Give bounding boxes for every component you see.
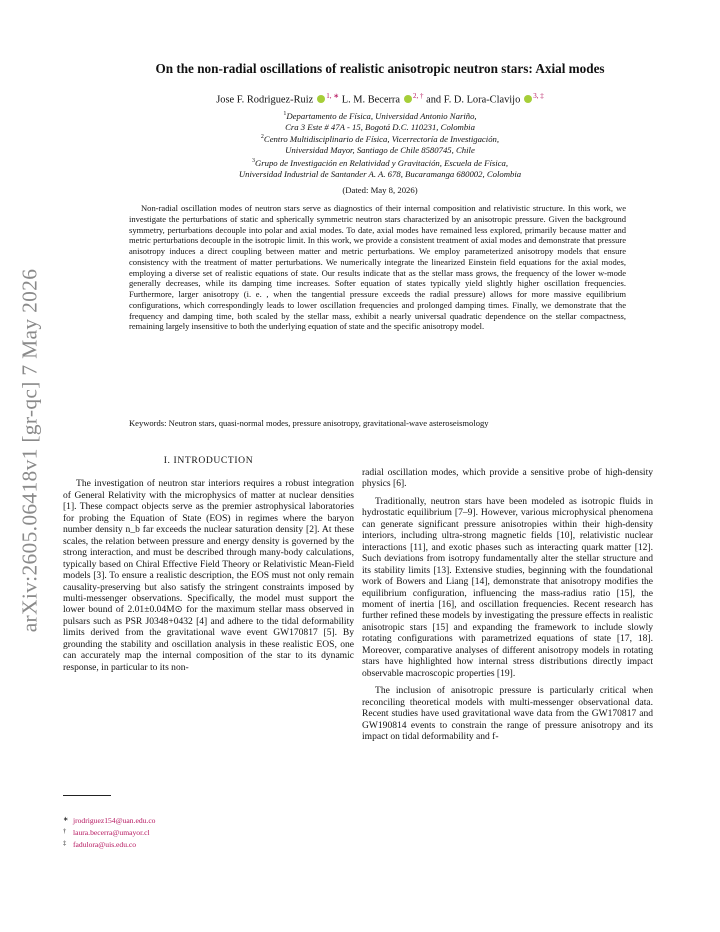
arxiv-side-stamp — [10, 230, 50, 670]
section-heading: I. INTRODUCTION — [163, 455, 254, 466]
left-column — [63, 455, 354, 673]
footnote-divider — [63, 795, 111, 796]
author-conjunction: and — [426, 94, 442, 106]
author-1[interactable]: Jose F. Rodriguez-Ruiz — [216, 94, 314, 106]
author-2[interactable]: L. M. Becerra — [341, 94, 401, 106]
abstract: Non-radial oscillation modes of neutron stars serve as diagnostics of their internal composition and relativistic structure. In this work, we investigate the perturbations of static and spherically symmetric neutron stars characterized by an anisotropic pressure. Given the background symmetry, perturbations decouple into polar and axial modes. To date, axial modes have remained less explored, primarily because matter and metric perturbations decouple in the isotropic limit. In this work, we provide a consistent treatment of axial modes and demonstrate that pressure anisotropy induces a direct coupling between matter and metric perturbations. We employ parameterized anisotropy models that ensure consistency with the treatment of matter perturbations. We numerically integrate the linearized Einstein field equations for the axial modes, employing a diverse set of realistic equations of state. Our results indicate that as the stellar mass grows, the frequency of the lower w-mode generally decreases, while its damping time increases. Softer equation of states typically yield slightly higher oscillation frequencies. Furthermore, larger anisotropy (i. e. , when the tangential pressure exceeds the radial pressure) allows for more massive equilibrium configurations, which correspondingly leads to lower oscillation frequencies and prolonged damping times. Finally, we demonstrate that the frequency and damping time, both scaled by the stellar mass, exhibit a nearly universal quadratic dependence on the stellar compactness, remaining largely insensitive to both the underlying equation of state and the specific anisotropy model. — [129, 203, 626, 332]
email-link[interactable]: fadulora@uis.edu.co — [73, 839, 137, 849]
author-1-affil[interactable]: 1, ∗ — [326, 92, 340, 100]
author-list — [60, 92, 700, 105]
footnotes — [63, 815, 155, 850]
footnote-2: † laura.becerra@umayor.cl — [63, 827, 150, 837]
author-3-affil[interactable]: 3, ‡ — [533, 92, 544, 100]
intro-paragraph-1: The investigation of neutron star interiors requires a robust integration of General Relativity with the microphysics of matter at nuclear densities [1]. These compact objects serve as the premier astrophysical laboratories for probing the Equation of State (EOS) in regimes where the baryon number density n_b far exceeds the nuclear saturation density [2]. At these scales, the relation between pressure and energy density is governed by the strong interaction, and must be described through many-body calculations, typically based on Chiral Effective Field Theory or Relativistic Mean-Field models [3]. To ensure a realistic description, the EOS must not only remain causality-preserving but also satisfy the stringent constraints imposed by multi-messenger observations. Specifically, the model must support the lower bound of 2.01±0.04M⊙ for the maximum stellar mass observed in pulsars such as PSR J0348+0432 [4] and adhere to the tidal deformability limits derived from the gravitational wave event GW170817 [5]. By grounding the stability and oscillation analysis in these realistic EOS, one can accurately map the internal composition of the star to its dynamic response, in particular to its non- — [63, 478, 354, 673]
intro-paragraph-2: Traditionally, neutron stars have been modeled as isotropic fluids in hydrostatic equilibrium [7–9]. However, various microphysical phenomena can generate significant pressure anisotropies within their high-density interiors, including ultra-strong magnetic fields [10], relativistic nuclear interactions [11], and exotic phases such as interacting quark matter [12]. Such deviations from isotropy fundamentally alter the stellar structure and its stability limits [13]. Extensive studies, beginning with the foundational work of Bowers and Liang [14], demonstrate that anisotropy modifies the equilibrium configuration, influencing the mass-radius ratio [15], the moment of inertia [16], and oscillation frequencies. Recent research has further refined these models by investigating the pressure effects in realistic anisotropic stars [15] and expanding the framework to include slowly rotating configurations with parametrized equations of state [17, 18]. Moreover, comparative analyses of different anisotropy models in rotating stars have highlighted how internal stress distributions directly impact observable macroscopic properties [19]. — [362, 495, 653, 679]
affiliation-1-address: Cra 3 Este # 47A - 15, Bogotá D.C. 110231, Colombia — [285, 121, 475, 132]
affiliation-2-address: Universidad Mayor, Santiago de Chile 8580745, Chile — [285, 145, 475, 156]
author-2-affil[interactable]: 2, † — [413, 92, 424, 100]
affiliation-1: $^1$Departamento de Física, Universidad Antonio Nariño, — [283, 110, 477, 121]
footnote-3: ‡ fadulora@uis.edu.co — [63, 839, 137, 849]
affiliation-3-address: Universidad Industrial de Santander A. A. 678, Bucaramanga 680002, Colombia — [238, 168, 522, 179]
date-line: (Dated: May 8, 2026) — [342, 185, 418, 195]
right-column — [362, 467, 653, 742]
affiliations — [60, 109, 700, 179]
arxiv-identifier: arXiv:2605.06418v1 [gr-qc] 7 May 2026 — [17, 268, 42, 632]
author-3[interactable]: F. D. Lora-Clavijo — [443, 94, 521, 106]
orcid-icon[interactable] — [317, 95, 325, 103]
affiliation-2: $^2$Centro Multidisciplinario de Física, Vicerrectoría de Investigación, — [260, 134, 500, 145]
footnote-1: ∗ jrodriguez154@uan.edu.co — [63, 816, 156, 825]
keywords: Keywords: Neutron stars, quasi-normal modes, pressure anisotropy, gravitational-wave asteroseismology — [129, 418, 489, 428]
orcid-icon[interactable] — [524, 95, 532, 103]
orcid-icon[interactable] — [404, 95, 412, 103]
affiliation-3: $^3$Grupo de Investigación en Relatividad y Gravitación, Escuela de Física, — [251, 157, 509, 168]
intro-paragraph-3: The inclusion of anisotropic pressure is particularly critical when reconciling theoretical models with multi-messenger observational data. Recent studies have used gravitational wave data from the GW170817 and GW190814 events to constrain the range of pressure anisotropy and its impact on tidal deformability and f- — [362, 685, 653, 742]
email-link[interactable]: laura.becerra@umayor.cl — [73, 827, 150, 837]
intro-paragraph-continued: radial oscillation modes, which provide a sensitive probe of high-density physics [6]. — [362, 467, 653, 490]
email-link[interactable]: jrodriguez154@uan.edu.co — [73, 816, 156, 825]
paper-title: On the non-radial oscillations of realistic anisotropic neutron stars: Axial modes — [155, 61, 605, 76]
